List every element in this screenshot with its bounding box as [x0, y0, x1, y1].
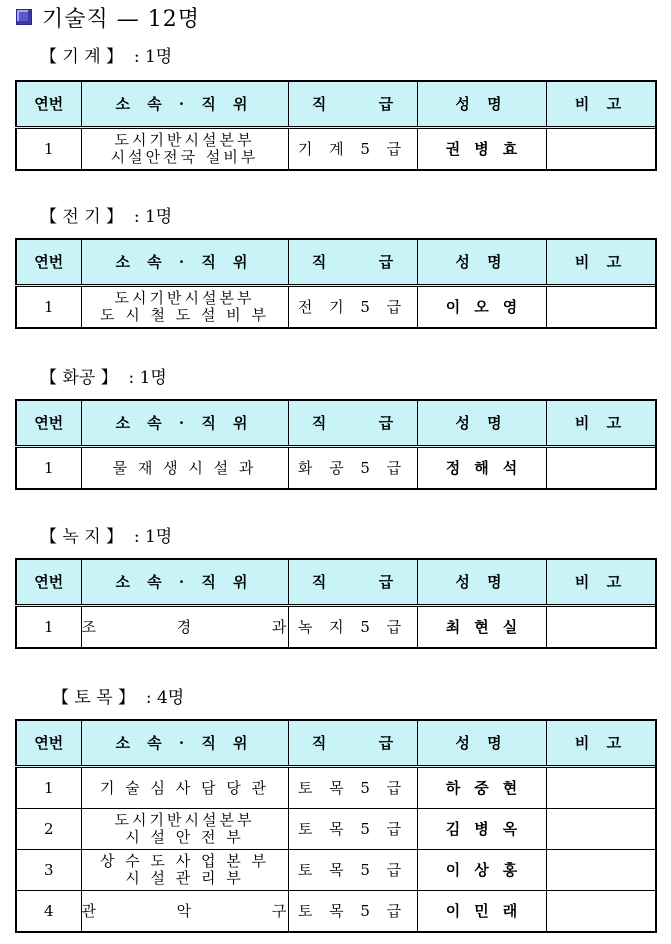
- header-dept: 소 속 · 직 위: [81, 559, 288, 606]
- cell-no: 1: [16, 128, 81, 171]
- table-row: [16, 891, 656, 933]
- cell-dept: 도시기반시설본부 시 설 안 전 부: [81, 809, 288, 850]
- cell-name: 최현실: [417, 606, 546, 649]
- header-note: 비 고: [546, 400, 656, 447]
- header-no: 연번: [16, 239, 81, 286]
- header-name: 성 명: [417, 720, 546, 767]
- header-note: 비 고: [546, 559, 656, 606]
- cell-grade: 기 계 5 급: [288, 128, 417, 171]
- cell-name: 권병효: [417, 128, 546, 171]
- header-no: 연번: [16, 720, 81, 767]
- cell-grade: 녹 지 5 급: [288, 606, 417, 649]
- cell-dept: 기 술 심 사 담 당 관: [81, 767, 288, 809]
- header-name: 성 명: [417, 81, 546, 128]
- cell-grade: 토 목 5 급: [288, 850, 417, 891]
- cell-name: 이오영: [417, 286, 546, 329]
- header-grade: 직 급: [288, 81, 417, 128]
- cell-name: 이민래: [417, 891, 546, 933]
- header-dept: 소 속 · 직 위: [81, 81, 288, 128]
- cell-no: 2: [16, 809, 81, 850]
- table-row: [16, 809, 656, 850]
- header-dept: 소 속 · 직 위: [81, 400, 288, 447]
- table-landscape: [15, 558, 657, 649]
- table-mechanical: [15, 80, 657, 171]
- section-label-chemical: 【 화공 】 : 1명: [40, 368, 167, 388]
- cell-dept: 조 경 과: [81, 606, 288, 649]
- header-note: 비 고: [546, 81, 656, 128]
- header-dept: 소 속 · 직 위: [81, 239, 288, 286]
- cell-note: [546, 809, 656, 850]
- square-bullet-icon: [16, 9, 32, 25]
- table-electric: [15, 238, 657, 329]
- page-title: [16, 2, 200, 32]
- header-name: 성 명: [417, 239, 546, 286]
- cell-note: [546, 606, 656, 649]
- table-row: [16, 767, 656, 809]
- table-chemical: [15, 399, 657, 490]
- header-grade: 직 급: [288, 559, 417, 606]
- header-no: 연번: [16, 400, 81, 447]
- page-title-text: 기술직 — 12명: [42, 6, 200, 32]
- cell-dept: 도시기반시설본부 시설안전국 설비부: [81, 128, 288, 171]
- cell-note: [546, 128, 656, 171]
- table-row: [16, 128, 656, 171]
- cell-grade: 화 공 5 급: [288, 447, 417, 490]
- cell-name: 이상홍: [417, 850, 546, 891]
- header-grade: 직 급: [288, 720, 417, 767]
- header-grade: 직 급: [288, 239, 417, 286]
- header-name: 성 명: [417, 400, 546, 447]
- cell-note: [546, 447, 656, 490]
- table-row: [16, 447, 656, 490]
- cell-no: 1: [16, 606, 81, 649]
- cell-dept: 도시기반시설본부 도 시 철 도 설 비 부: [81, 286, 288, 329]
- cell-no: 4: [16, 891, 81, 933]
- table-row: [16, 850, 656, 891]
- cell-note: [546, 286, 656, 329]
- table-civil: [15, 719, 657, 933]
- cell-dept: 물 재 생 시 설 과: [81, 447, 288, 490]
- cell-dept: 상 수 도 사 업 본 부 시 설 관 리 부: [81, 850, 288, 891]
- section-label-landscape: 【 녹 지 】 : 1명: [40, 527, 173, 547]
- cell-grade: 토 목 5 급: [288, 891, 417, 933]
- header-dept: 소 속 · 직 위: [81, 720, 288, 767]
- cell-no: 1: [16, 286, 81, 329]
- header-no: 연번: [16, 559, 81, 606]
- header-no: 연번: [16, 81, 81, 128]
- cell-no: 1: [16, 447, 81, 490]
- section-label-civil: 【 토 목 】 : 4명: [52, 688, 185, 708]
- cell-grade: 전 기 5 급: [288, 286, 417, 329]
- cell-grade: 토 목 5 급: [288, 767, 417, 809]
- cell-no: 1: [16, 767, 81, 809]
- section-label-mechanical: 【 기 계 】 : 1명: [40, 47, 173, 67]
- cell-dept: 관 악 구: [81, 891, 288, 933]
- cell-name: 하중현: [417, 767, 546, 809]
- header-note: 비 고: [546, 239, 656, 286]
- table-row: [16, 606, 656, 649]
- cell-note: [546, 891, 656, 933]
- cell-name: 정해석: [417, 447, 546, 490]
- section-label-electric: 【 전 기 】 : 1명: [40, 207, 173, 227]
- cell-grade: 토 목 5 급: [288, 809, 417, 850]
- cell-name: 김병옥: [417, 809, 546, 850]
- cell-note: [546, 850, 656, 891]
- table-row: [16, 286, 656, 329]
- header-grade: 직 급: [288, 400, 417, 447]
- cell-note: [546, 767, 656, 809]
- header-note: 비 고: [546, 720, 656, 767]
- header-name: 성 명: [417, 559, 546, 606]
- cell-no: 3: [16, 850, 81, 891]
